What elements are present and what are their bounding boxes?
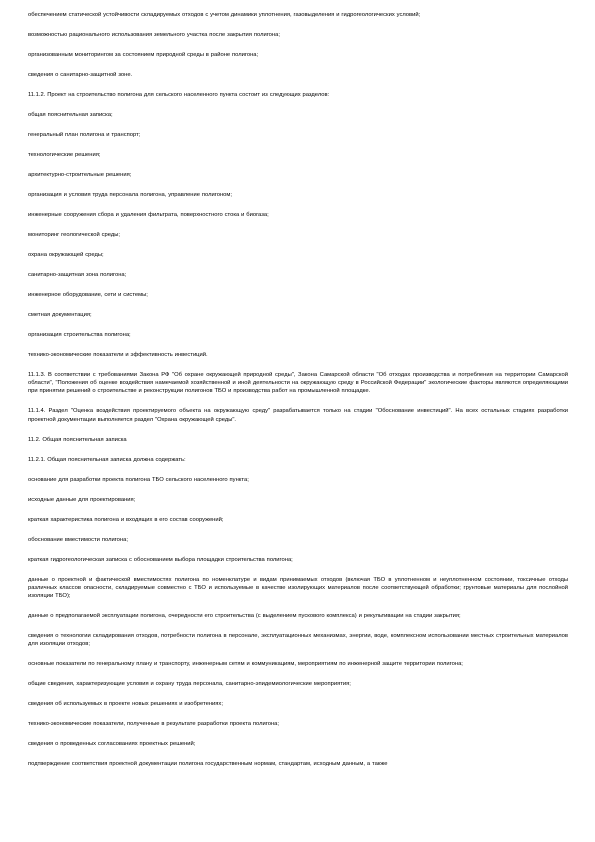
paragraph: 11.1.3. В соответствии с требованиями Закона РФ "Об охране окружающей природной среды", Закона Самарской области "Об отходах производства и потребления на территории Самарской области", "Положения об оценке воздействия намечаемой хозяйственной и иной деятельности на окружающую среду в Российской Федерации" экологические факторы являются определяющими при принятии решений о строительстве и реконструкции полигонов ТБО и производства работ на промышленной площадке.: [28, 372, 568, 395]
list-item: сведения о проведенных согласованиях проектных решений;: [28, 741, 196, 748]
list-item: общие сведения, характеризующие условия и охрану труда персонала, санитарно-эпидемиологические мероприятия;: [28, 681, 351, 688]
list-item: данные о проектной и фактической вместимостях полигона по номенклатуре и видам принимаемых отходов (включая ТБО в уплотненном и неуплотненном состоянии, токсичные отходы различных классов опасности, складируемые совместно с ТБО и используемые в качестве изолирующих материалов после соответствующей обработки; грунтовые материалы для послойной изоляции ТБО);: [28, 576, 568, 600]
list-item: технико-экономические показатели и эффективность инвестиций.: [28, 352, 208, 358]
list-item: технико-экономические показатели, полученные в результате разработки проекта полигона;: [28, 721, 279, 728]
list-item: сведения об используемых в проекте новых решениях и изобретениях;: [28, 701, 223, 708]
section-heading: 11.1.2. Проект на строительство полигона для сельского населенного пункта состоит из следующих разделов:: [28, 92, 330, 98]
list-item: организация строительства полигона;: [28, 332, 131, 338]
list-item: санитарно-защитная зона полигона;: [28, 272, 127, 278]
list-item: подтверждение соответствия проектной документации полигона государственным нормам, стандартам, исходным данным, а также: [28, 761, 388, 768]
list-item: генеральный план полигона и транспорт;: [28, 132, 141, 138]
list-item: общая пояснительная записка;: [28, 112, 113, 118]
list-item: краткая гидрогеологическая записка с обоснованием выбора площадки строительства полигона;: [28, 556, 293, 563]
paragraph: обеспечением статической устойчивости складируемых отходов с учетом динамики уплотнения, газовыделения и гидрогеологических условий;: [28, 12, 421, 18]
list-item: инженерные сооружения сбора и удаления фильтрата, поверхностного стока и биогаза;: [28, 212, 269, 218]
paragraph: возможностью рационального использования земельного участка после закрытия полигона;: [28, 32, 280, 38]
list-item: инженерное оборудование, сети и системы;: [28, 292, 148, 298]
paragraph: сведения о санитарно-защитной зоне.: [28, 72, 133, 78]
list-item: обоснование вместимости полигона;: [28, 536, 128, 543]
list-item: охрана окружающей среды;: [28, 252, 104, 258]
list-item: сведения о технологии складирования отходов, потребности полигона в персонале, эксплуатационных механизмах, энергии, воде, комплексном использовании местных строительных материалов для изоляции отходов;: [28, 633, 568, 648]
list-item: технологические решения;: [28, 152, 101, 158]
list-item: исходные данные для проектирования;: [28, 496, 136, 503]
list-item: основные показатели по генеральному плану и транспорту, инженерным сетям и коммуникациям, мероприятиям по инженерной защите территории полигона;: [28, 661, 463, 668]
list-item: краткая характеристика полигона и входящих в его состав сооружений;: [28, 516, 224, 523]
list-item: организация и условия труда персонала полигона, управление полигоном;: [28, 192, 232, 198]
list-item: основание для разработки проекта полигона ТБО сельского населенного пункта;: [28, 476, 249, 483]
paragraph: организованным мониторингом за состоянием природной среды в районе полигона;: [28, 52, 259, 58]
section-heading: 11.2. Общая пояснительная записка: [28, 436, 127, 443]
paragraph: 11.2.1. Общая пояснительная записка должна содержать:: [28, 456, 186, 463]
paragraph: 11.1.4. Раздел "Оценка воздействия проектируемого объекта на окружающую среду" разрабатывается только на стадии "Обоснование инвестиций". На всех остальных стадиях разработки проектной документации выполняется раздел "Охрана окружающей среды".: [28, 408, 568, 423]
list-item: мониторинг геологической среды;: [28, 232, 120, 238]
list-item: сметная документация;: [28, 312, 92, 318]
list-item: данные о предполагаемой эксплуатации полигона, очередности его строительства (с выделением пускового комплекса) и рекультивации на стадии закрытия;: [28, 613, 461, 620]
document-page: [28, 11, 568, 780]
list-item: архитектурно-строительные решения;: [28, 172, 132, 178]
